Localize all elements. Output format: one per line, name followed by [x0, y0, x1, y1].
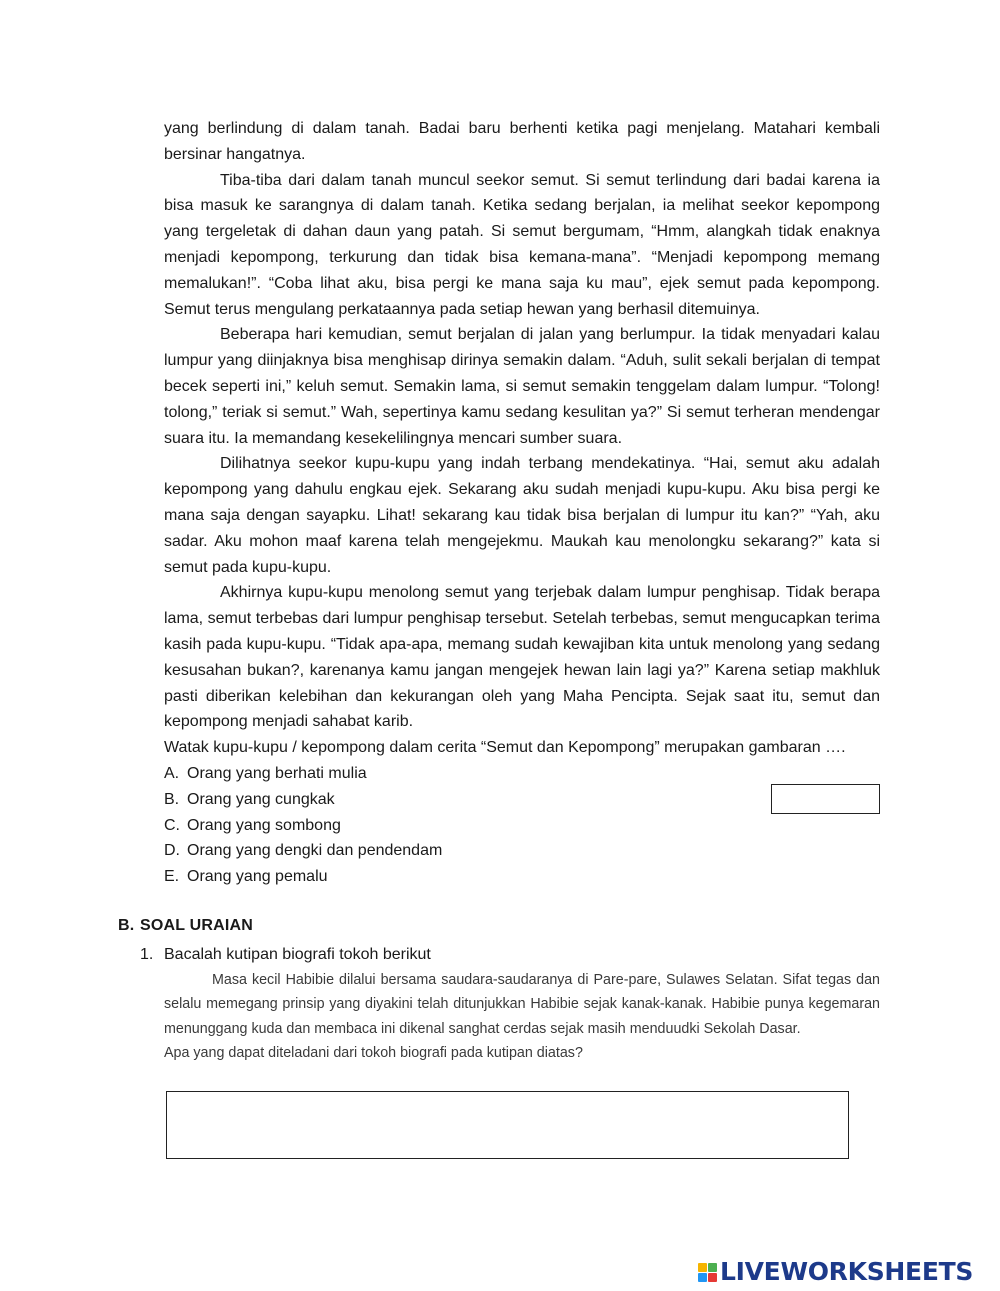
option-text: Orang yang sombong — [187, 816, 341, 834]
option-letter: A. — [164, 764, 180, 782]
story-paragraph: Beberapa hari kemudian, semut berjalan di jalan yang berlumpur. Ia tidak menyadari kalau lumpur yang diinjaknya bisa menghisap dirinya semakin dalam. “Aduh, sulit sekali berjalan di tempat becek seperti ini,” keluh semut. Semakin lama, si semut semakin tenggelam dalam lumpur. “Tolong! tolong,” teriak si semut.” Wah, sepertinya kamu sedang kesulitan ya?” Si semut terheran mendengar suara itu. Ia memandang kesekelilingnya mencari sumber suara. — [164, 326, 880, 447]
section-number: B. — [118, 917, 135, 934]
option-letter: C. — [164, 816, 180, 834]
option-text: Orang yang berhati mulia — [187, 764, 367, 782]
section-title: SOAL URAIAN — [140, 917, 254, 934]
story-section — [164, 116, 880, 890]
option-letter: B. — [164, 790, 180, 808]
option-d — [164, 838, 880, 864]
essay-question: Apa yang dapat diteladani dari tokoh biografi pada kutipan diatas? — [164, 1044, 583, 1061]
essay-answer-input[interactable] — [166, 1091, 849, 1159]
option-a — [164, 761, 880, 787]
section-b-heading — [118, 917, 253, 935]
biography-excerpt — [164, 968, 880, 1065]
logo-icon — [698, 1263, 717, 1282]
logo-text: LIVEWORKSHEETS — [720, 1257, 974, 1286]
question-1 — [140, 944, 880, 966]
question-number: 1. — [140, 946, 154, 963]
story-paragraph: yang berlindung di dalam tanah. Badai baru berhenti ketika pagi menjelang. Matahari kembali bersinar hangatnya. — [164, 120, 880, 163]
logo-square — [708, 1263, 717, 1272]
story-paragraph: Dilihatnya seekor kupu-kupu yang indah terbang mendekatinya. “Hai, semut aku adalah kepompong yang dahulu engkau ejek. Sekarang aku sudah menjadi kupu-kupu. Aku bisa pergi ke mana saja dengan sayapku. Lihat! sekarang kau tidak bisa berjalan di lumpur itu kan?” “Yah, aku sadar. Aku mohon maaf karena telah mengejekmu. Maukah kau menolongku sekarang?” kata si semut pada kupu-kupu. — [164, 455, 880, 576]
logo-square — [708, 1273, 717, 1282]
option-c — [164, 813, 880, 839]
option-e — [164, 864, 880, 890]
story-paragraph: Akhirnya kupu-kupu menolong semut yang terjebak dalam lumpur penghisap. Tidak berapa lama, semut terbebas dari lumpur penghisap tersebut. Setelah terbebas, semut mengucapkan terima kasih pada kupu-kupu. “Tidak apa-apa, memang sudah kewajiban kita untuk menolong yang sedang kesusahan bukan?, karenanya kamu jangan mengejek hewan lain lagi ya?” Karena setiap makhluk pasti diberikan kelebihan dan kekurangan oleh yang Maha Pencipta. Sejak saat itu, semut dan kepompong menjadi sahabat karib. — [164, 584, 880, 731]
multiple-choice-answer-input[interactable] — [771, 784, 880, 814]
option-text: Orang yang cungkak — [187, 790, 335, 808]
option-letter: E. — [164, 868, 180, 886]
question-text: Watak kupu-kupu / kepompong dalam cerita “Semut dan Kepompong” merupakan gambaran …. — [164, 739, 846, 757]
liveworksheets-logo — [698, 1258, 973, 1286]
logo-square — [698, 1273, 707, 1282]
biography-text: Masa kecil Habibie dilalui bersama saudara-saudaranya di Pare-pare, Sulawes Selatan. Sifat tegas dan selalu memegang prinsip yang diyakini telah ditunjukkan Habibie sejak kanak-kanak. Habibie punya kegemaran menunggang kuda dan membaca ini dikenal sanghat cerdas sejak masih menduudki Sekolah Dasar. — [164, 972, 880, 1037]
question-prompt: Bacalah kutipan biografi tokoh berikut — [164, 946, 431, 963]
option-letter: D. — [164, 842, 180, 860]
option-text: Orang yang dengki dan pendendam — [187, 842, 443, 860]
logo-square — [698, 1263, 707, 1272]
option-text: Orang yang pemalu — [187, 868, 328, 886]
story-paragraph: Tiba-tiba dari dalam tanah muncul seekor semut. Si semut terlindung dari badai karena ia bisa masuk ke sarangnya di dalam tanah. Ketika sedang berjalan, ia melihat seekor kepompong yang tergeletak di dahan daun yang patah. Si semut bergumam, “Hmm, alangkah tidak enaknya menjadi kepompong, terkurung dan tidak bisa kemana-mana”. “Menjadi kepompong memang memalukan!”. “Coba lihat aku, bisa pergi ke mana saja ku mau”, ejek semut pada kepompong. Semut terus mengulang perkataannya pada setiap hewan yang berhasil ditemuinya. — [164, 171, 880, 318]
answer-options — [164, 761, 880, 890]
